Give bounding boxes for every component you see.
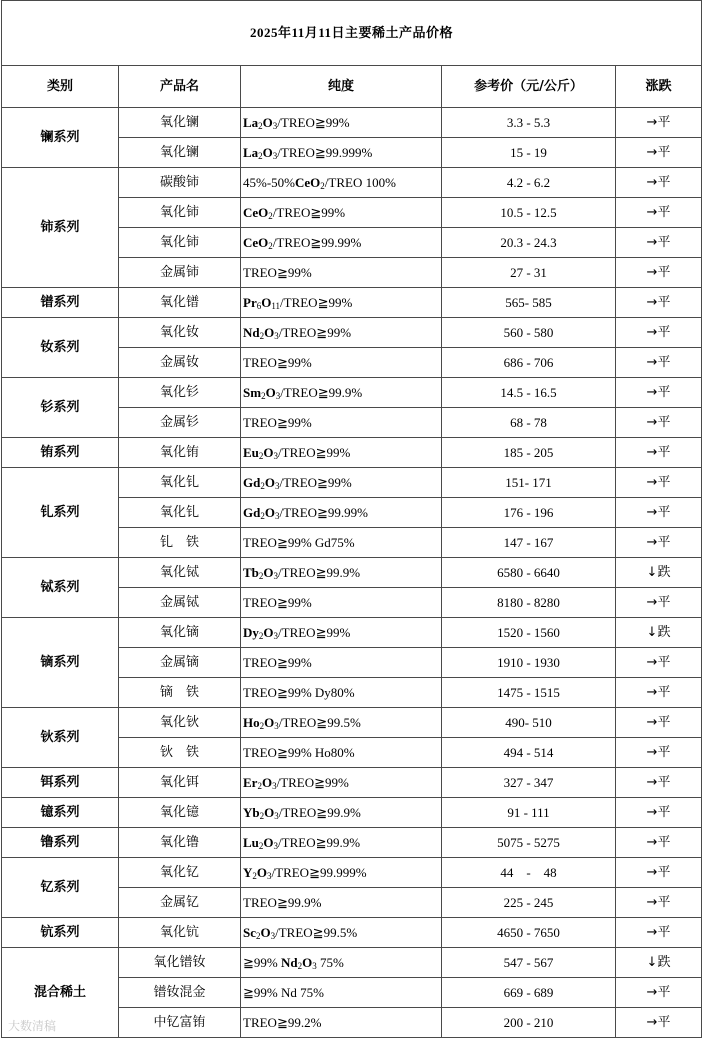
price-cell: 15 - 19	[442, 138, 616, 168]
price-cell: 560 - 580	[442, 318, 616, 348]
formula-element: O	[264, 804, 275, 820]
purity-suffix: /TREO≧99%	[272, 204, 346, 220]
formula-element: O	[263, 564, 274, 580]
product-name-cell: 金属钐	[119, 408, 241, 438]
category-cell: 镥系列	[2, 828, 119, 858]
purity-prefix: TREO≧99.2%	[243, 1014, 322, 1030]
price-cell: 1910 - 1930	[442, 648, 616, 678]
formula-element: Nd	[280, 954, 298, 970]
product-name-cell: 氧化镥	[119, 828, 241, 858]
trend-cell: →平	[616, 978, 702, 1008]
purity-prefix: TREO≧99% Ho80%	[243, 744, 355, 760]
price-cell: 44 - 48	[442, 858, 616, 888]
formula-element: O	[262, 114, 273, 130]
trend-cell: →平	[616, 828, 702, 858]
purity-prefix: ≧99% Nd 75%	[243, 984, 324, 1000]
formula-element: Tb	[243, 564, 259, 580]
purity-cell	[241, 258, 442, 288]
table-row	[2, 828, 702, 858]
formula-subscript: 2	[258, 630, 264, 641]
header-purity: 纯度	[241, 66, 442, 108]
formula-subscript: 3	[273, 570, 279, 581]
price-cell: 5075 - 5275	[442, 828, 616, 858]
purity-cell	[241, 588, 442, 618]
trend-cell: →平	[616, 708, 702, 738]
trend-cell: →平	[616, 648, 702, 678]
category-cell: 镱系列	[2, 798, 119, 828]
header-product: 产品名	[119, 66, 241, 108]
price-cell: 4.2 - 6.2	[442, 168, 616, 198]
trend-cell: →平	[616, 168, 702, 198]
trend-cell: ↓跌	[616, 558, 702, 588]
purity-cell	[241, 498, 442, 528]
trend-cell: →平	[616, 858, 702, 888]
category-cell: 钐系列	[2, 378, 119, 438]
trend-cell: →平	[616, 918, 702, 948]
table-row	[2, 918, 702, 948]
formula-element: CeO	[243, 204, 269, 220]
table-row	[2, 288, 702, 318]
formula-element: La	[243, 114, 259, 130]
price-cell: 176 - 196	[442, 498, 616, 528]
category-cell: 钇系列	[2, 858, 119, 918]
formula-element: Gd	[243, 474, 261, 490]
formula-element: Er	[243, 774, 258, 790]
price-cell: 200 - 210	[442, 1008, 616, 1038]
formula-subscript: 2	[261, 390, 266, 401]
formula-subscript: 6	[256, 300, 262, 311]
formula-subscript: 3	[272, 150, 278, 161]
formula-subscript: 2	[257, 780, 262, 791]
formula-subscript: 2	[256, 930, 261, 941]
price-cell: 151- 171	[442, 468, 616, 498]
purity-prefix: TREO≧99.9%	[243, 894, 322, 910]
trend-cell: →平	[616, 288, 702, 318]
product-name-cell: 氧化镝	[119, 618, 241, 648]
category-cell: 铕系列	[2, 438, 119, 468]
purity-cell	[241, 918, 442, 948]
trend-cell: →平	[616, 738, 702, 768]
table-row	[2, 768, 702, 798]
purity-cell	[241, 558, 442, 588]
purity-prefix: TREO≧99%	[243, 654, 312, 670]
price-table	[1, 0, 702, 1038]
product-name-cell: 氧化镨钕	[119, 948, 241, 978]
purity-prefix: TREO≧99%	[243, 354, 312, 370]
trend-cell: →平	[616, 528, 702, 558]
table-row	[2, 108, 702, 138]
header-row	[2, 66, 702, 108]
table-row	[2, 468, 702, 498]
formula-element: O	[263, 444, 274, 460]
purity-cell	[241, 348, 442, 378]
title-row	[2, 1, 702, 66]
formula-element: O	[263, 624, 274, 640]
product-name-cell: 氧化钇	[119, 858, 241, 888]
table-row	[2, 378, 702, 408]
purity-prefix: TREO≧99%	[243, 414, 312, 430]
purity-cell	[241, 108, 442, 138]
purity-prefix: 45%-50%	[243, 174, 295, 190]
product-name-cell: 中钇富铕	[119, 1008, 241, 1038]
trend-cell: →平	[616, 408, 702, 438]
formula-element: CeO	[243, 234, 269, 250]
purity-cell	[241, 888, 442, 918]
trend-cell: →平	[616, 1008, 702, 1038]
purity-suffix: /TREO≧99.99%	[279, 504, 368, 520]
purity-suffix: /TREO 100%	[324, 174, 396, 190]
purity-cell	[241, 708, 442, 738]
formula-element: Gd	[243, 504, 261, 520]
purity-suffix: /TREO≧99.9%	[278, 804, 361, 820]
formula-subscript: 3	[274, 720, 279, 731]
formula-element: Dy	[243, 624, 259, 640]
trend-cell: →平	[616, 468, 702, 498]
price-cell: 147 - 167	[442, 528, 616, 558]
purity-cell	[241, 768, 442, 798]
product-name-cell: 氧化镧	[119, 138, 241, 168]
category-cell: 钆系列	[2, 468, 119, 558]
trend-cell: →平	[616, 108, 702, 138]
trend-cell: →平	[616, 378, 702, 408]
formula-subscript: 3	[274, 480, 280, 491]
formula-subscript: 2	[258, 120, 263, 131]
product-name-cell: 氧化钬	[119, 708, 241, 738]
formula-subscript: 2	[260, 510, 265, 521]
formula-subscript: 3	[273, 840, 279, 851]
table-row	[2, 558, 702, 588]
formula-element: O	[262, 144, 273, 160]
product-name-cell: 金属钕	[119, 348, 241, 378]
price-cell: 686 - 706	[442, 348, 616, 378]
category-cell: 铈系列	[2, 168, 119, 288]
trend-cell: →平	[616, 498, 702, 528]
formula-subscript: 3	[274, 510, 280, 521]
purity-cell	[241, 228, 442, 258]
product-name-cell: 氧化钆	[119, 498, 241, 528]
category-cell: 铒系列	[2, 768, 119, 798]
formula-subscript: 2	[258, 570, 264, 581]
purity-cell	[241, 288, 442, 318]
price-cell: 8180 - 8280	[442, 588, 616, 618]
category-cell: 混合稀土	[2, 948, 119, 1038]
purity-cell	[241, 468, 442, 498]
formula-subscript: 2	[259, 720, 265, 731]
formula-element: Yb	[243, 804, 260, 820]
product-name-cell: 氧化钆	[119, 468, 241, 498]
formula-element: O	[264, 504, 275, 520]
header-category: 类别	[2, 66, 119, 108]
category-cell: 钪系列	[2, 918, 119, 948]
table-row	[2, 618, 702, 648]
formula-element: Sm	[243, 384, 262, 400]
formula-element: O	[263, 834, 274, 850]
trend-cell: →平	[616, 228, 702, 258]
purity-suffix: /TREO≧99%	[278, 324, 352, 340]
purity-suffix: /TREO≧99.9%	[278, 564, 361, 580]
formula-element: Nd	[243, 324, 260, 340]
category-cell: 钕系列	[2, 318, 119, 378]
trend-cell: →平	[616, 138, 702, 168]
product-name-cell: 金属铈	[119, 258, 241, 288]
price-cell: 1475 - 1515	[442, 678, 616, 708]
formula-element: O	[302, 954, 313, 970]
price-cell: 3.3 - 5.3	[442, 108, 616, 138]
product-name-cell: 氧化铒	[119, 768, 241, 798]
formula-subscript: 2	[258, 150, 263, 161]
product-name-cell: 碳酸铈	[119, 168, 241, 198]
trend-cell: →平	[616, 588, 702, 618]
page-title: 2025年11月11日主要稀土产品价格	[2, 1, 702, 66]
price-cell: 20.3 - 24.3	[442, 228, 616, 258]
formula-subscript: 3	[267, 870, 272, 881]
price-cell: 1520 - 1560	[442, 618, 616, 648]
formula-element: CeO	[295, 174, 321, 190]
table-row	[2, 948, 702, 978]
purity-cell	[241, 528, 442, 558]
trend-cell: →平	[616, 678, 702, 708]
formula-element: O	[265, 384, 276, 400]
product-name-cell: 氧化铈	[119, 228, 241, 258]
formula-subscript: 2	[259, 330, 265, 341]
trend-cell: →平	[616, 888, 702, 918]
category-cell: 镨系列	[2, 288, 119, 318]
formula-element: O	[256, 864, 268, 880]
formula-subscript: 11	[271, 300, 281, 311]
product-name-cell: 金属铽	[119, 588, 241, 618]
trend-cell: ↓跌	[616, 948, 702, 978]
purity-prefix: TREO≧99% Dy80%	[243, 684, 355, 700]
purity-cell	[241, 378, 442, 408]
purity-prefix: TREO≧99%	[243, 264, 312, 280]
price-cell: 10.5 - 12.5	[442, 198, 616, 228]
formula-element: Sc	[243, 924, 256, 940]
purity-suffix: /TREO≧99.5%	[275, 924, 358, 940]
formula-subscript: 2	[297, 960, 303, 971]
price-cell: 185 - 205	[442, 438, 616, 468]
formula-element: O	[264, 714, 275, 730]
formula-subscript: 2	[258, 450, 264, 461]
formula-subscript: 3	[273, 450, 279, 461]
price-cell: 6580 - 6640	[442, 558, 616, 588]
price-cell: 494 - 514	[442, 738, 616, 768]
purity-prefix: TREO≧99% Gd75%	[243, 534, 355, 550]
price-cell: 91 - 111	[442, 798, 616, 828]
purity-cell	[241, 858, 442, 888]
product-name-cell: 金属镝	[119, 648, 241, 678]
formula-element: Lu	[243, 834, 259, 850]
watermark: 大数清稿	[8, 1019, 57, 1033]
purity-cell	[241, 678, 442, 708]
product-name-cell: 氧化镱	[119, 798, 241, 828]
product-name-cell: 镝 铁	[119, 678, 241, 708]
table-row	[2, 438, 702, 468]
price-cell: 68 - 78	[442, 408, 616, 438]
purity-suffix: /TREO≧99.9%	[280, 384, 363, 400]
table-row	[2, 168, 702, 198]
formula-element: Eu	[243, 444, 259, 460]
category-cell: 镝系列	[2, 618, 119, 708]
product-name-cell: 金属钇	[119, 888, 241, 918]
purity-cell	[241, 618, 442, 648]
formula-subscript: 3	[275, 390, 281, 401]
product-name-cell: 氧化铽	[119, 558, 241, 588]
category-cell: 铽系列	[2, 558, 119, 618]
purity-cell	[241, 738, 442, 768]
product-name-cell: 氧化镧	[119, 108, 241, 138]
category-cell: 镧系列	[2, 108, 119, 168]
purity-suffix: /TREO≧99%	[279, 474, 352, 490]
table-row	[2, 708, 702, 738]
purity-suffix: /TREO≧99.99%	[272, 234, 362, 250]
price-cell: 669 - 689	[442, 978, 616, 1008]
formula-subscript: 3	[312, 960, 317, 971]
purity-cell	[241, 1008, 442, 1038]
table-body	[2, 108, 702, 1038]
purity-suffix: /TREO≧99.5%	[278, 714, 361, 730]
price-cell: 27 - 31	[442, 258, 616, 288]
trend-cell: →平	[616, 348, 702, 378]
formula-subscript: 3	[272, 120, 278, 131]
formula-subscript: 3	[274, 330, 279, 341]
formula-subscript: 3	[273, 630, 279, 641]
purity-suffix: /TREO≧99%	[277, 114, 350, 130]
purity-suffix: /TREO≧99%	[278, 624, 351, 640]
formula-element: La	[243, 144, 259, 160]
purity-suffix: /TREO≧99.999%	[277, 144, 373, 160]
product-name-cell: 氧化铕	[119, 438, 241, 468]
product-name-cell: 氧化钪	[119, 918, 241, 948]
formula-subscript: 3	[270, 930, 276, 941]
formula-subscript: 3	[272, 780, 277, 791]
product-name-cell: 氧化镨	[119, 288, 241, 318]
formula-element: Pr	[243, 294, 257, 310]
purity-suffix: /TREO≧99%	[276, 774, 349, 790]
price-cell: 4650 - 7650	[442, 918, 616, 948]
product-name-cell: 钬 铁	[119, 738, 241, 768]
price-cell: 565- 585	[442, 288, 616, 318]
formula-element: O	[264, 324, 275, 340]
purity-prefix: TREO≧99%	[243, 594, 312, 610]
price-cell: 490- 510	[442, 708, 616, 738]
category-cell: 钬系列	[2, 708, 119, 768]
trend-cell: →平	[616, 798, 702, 828]
formula-subscript: 2	[252, 870, 257, 881]
purity-suffix: /TREO≧99.9%	[278, 834, 361, 850]
purity-cell	[241, 408, 442, 438]
formula-subscript: 2	[258, 840, 264, 851]
header-trend: 涨跌	[616, 66, 702, 108]
formula-element: O	[261, 774, 273, 790]
formula-element: Y	[243, 864, 253, 880]
header-price: 参考价（元/公斤）	[442, 66, 616, 108]
purity-suffix: /TREO≧99.999%	[271, 864, 367, 880]
purity-cell	[241, 798, 442, 828]
purity-cell	[241, 978, 442, 1008]
formula-subscript: 2	[268, 210, 273, 221]
purity-suffix: 75%	[316, 954, 344, 970]
purity-cell	[241, 198, 442, 228]
product-name-cell: 氧化铈	[119, 198, 241, 228]
formula-subscript: 3	[274, 810, 279, 821]
formula-subscript: 2	[268, 240, 273, 251]
formula-subscript: 2	[320, 180, 325, 191]
formula-element: O	[260, 924, 271, 940]
trend-cell: →平	[616, 318, 702, 348]
trend-cell: →平	[616, 258, 702, 288]
trend-cell: →平	[616, 198, 702, 228]
price-cell: 14.5 - 16.5	[442, 378, 616, 408]
price-cell: 327 - 347	[442, 768, 616, 798]
purity-cell	[241, 318, 442, 348]
formula-subscript: 2	[260, 480, 265, 491]
formula-element: O	[264, 474, 275, 490]
purity-cell	[241, 828, 442, 858]
formula-subscript: 2	[259, 810, 265, 821]
formula-element: O	[261, 294, 272, 310]
price-cell: 547 - 567	[442, 948, 616, 978]
table-row	[2, 798, 702, 828]
product-name-cell: 氧化钐	[119, 378, 241, 408]
purity-cell	[241, 948, 442, 978]
product-name-cell: 氧化钕	[119, 318, 241, 348]
table-row	[2, 318, 702, 348]
purity-suffix: /TREO≧99%	[278, 444, 351, 460]
purity-prefix: ≧99%	[243, 954, 281, 970]
product-name-cell: 钆 铁	[119, 528, 241, 558]
formula-element: Ho	[243, 714, 260, 730]
purity-cell	[241, 648, 442, 678]
trend-cell: ↓跌	[616, 618, 702, 648]
purity-cell	[241, 168, 442, 198]
purity-cell	[241, 138, 442, 168]
product-name-cell: 镨钕混金	[119, 978, 241, 1008]
price-cell: 225 - 245	[442, 888, 616, 918]
trend-cell: →平	[616, 438, 702, 468]
trend-cell: →平	[616, 768, 702, 798]
table-row	[2, 858, 702, 888]
purity-suffix: /TREO≧99%	[280, 294, 353, 310]
purity-cell	[241, 438, 442, 468]
